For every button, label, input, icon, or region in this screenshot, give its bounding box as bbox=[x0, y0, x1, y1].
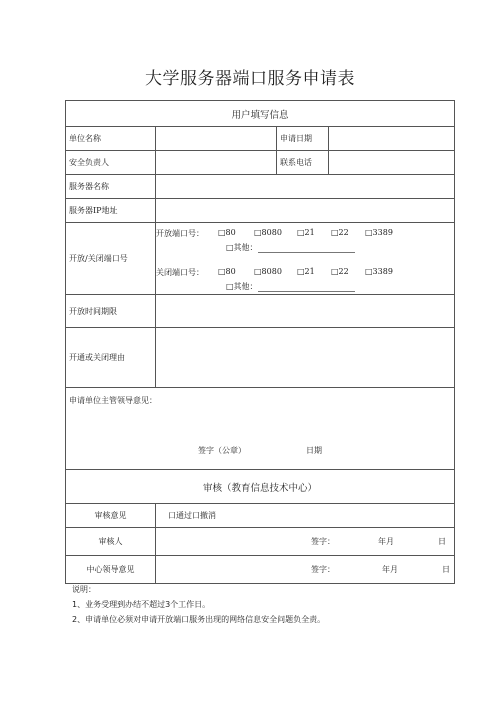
contact-phone-label: 联系电话 bbox=[277, 151, 329, 175]
security-owner-field[interactable] bbox=[156, 151, 277, 175]
close-port-3389[interactable]: □3389 bbox=[365, 267, 393, 276]
center-leader-sign-box[interactable] bbox=[156, 556, 455, 584]
close-port-80[interactable]: □80 bbox=[218, 267, 236, 276]
port-options bbox=[156, 223, 455, 295]
section-user-info: 用户填写信息 bbox=[66, 101, 455, 127]
unit-name-label: 单位名称 bbox=[66, 127, 156, 151]
port-toggle-label: 开放/关闭端口号 bbox=[66, 223, 156, 295]
review-opinion-label: 审核意见 bbox=[66, 504, 156, 528]
contact-phone-field[interactable] bbox=[329, 151, 455, 175]
center-leader-label: 中心领导意见 bbox=[66, 556, 156, 584]
reviewer-month-label: 年月 bbox=[378, 537, 394, 546]
open-port-21[interactable]: □21 bbox=[297, 228, 315, 237]
center-month-label: 年月 bbox=[382, 565, 398, 574]
leader-opinion-box[interactable] bbox=[66, 388, 455, 470]
leader-opinion-label: 申请单位主管领导意见： bbox=[69, 396, 157, 405]
unit-name-field[interactable] bbox=[156, 127, 277, 151]
leader-date-label: 日期 bbox=[306, 446, 322, 455]
open-port-3389[interactable]: □3389 bbox=[365, 228, 393, 237]
close-port-21[interactable]: □21 bbox=[297, 267, 315, 276]
server-ip-label: 服务器IP地址 bbox=[66, 199, 156, 223]
close-ports-label: 关闭端口号： bbox=[156, 268, 204, 277]
server-name-field[interactable] bbox=[156, 175, 455, 199]
open-port-8080[interactable]: □8080 bbox=[254, 228, 282, 237]
note-item-2: 2、申请单位必须对申请开放端口服务出现的网络信息安全问题负全责。 bbox=[72, 615, 326, 624]
note-item-1: 1、业务受理到办结不超过3个工作日。 bbox=[72, 600, 211, 609]
open-other-label: □其他： bbox=[226, 243, 258, 252]
open-port-80[interactable]: □80 bbox=[218, 228, 236, 237]
form-title: 大学服务器端口服务申请表 bbox=[145, 69, 355, 89]
notes bbox=[72, 582, 325, 627]
server-ip-field[interactable] bbox=[156, 199, 455, 223]
reviewer-sign-box[interactable] bbox=[156, 528, 455, 556]
open-port-other[interactable] bbox=[226, 242, 355, 253]
reason-field[interactable] bbox=[156, 328, 455, 388]
reviewer-sign-label: 签字： bbox=[311, 537, 335, 546]
leader-sign-label: 签字（公章） bbox=[198, 446, 246, 455]
review-opinion-options[interactable]: 口通过口撤消 bbox=[156, 504, 455, 528]
reason-label: 开通或关闭理由 bbox=[66, 328, 156, 388]
close-port-other[interactable] bbox=[226, 281, 355, 292]
open-port-22[interactable]: □22 bbox=[331, 228, 349, 237]
section-review: 审核（教育信息技术中心） bbox=[66, 470, 455, 504]
open-time-label: 开放时间期限 bbox=[66, 295, 156, 328]
server-name-label: 服务器名称 bbox=[66, 175, 156, 199]
center-sign-label: 签字： bbox=[311, 565, 335, 574]
close-other-line bbox=[258, 283, 355, 292]
apply-date-field[interactable] bbox=[329, 127, 455, 151]
open-time-field[interactable] bbox=[156, 295, 455, 328]
close-port-22[interactable]: □22 bbox=[331, 267, 349, 276]
reviewer-day-label: 日 bbox=[438, 537, 446, 546]
close-port-8080[interactable]: □8080 bbox=[254, 267, 282, 276]
security-owner-label: 安全负责人 bbox=[66, 151, 156, 175]
reviewer-label: 审核人 bbox=[66, 528, 156, 556]
open-ports-label: 开放端口号： bbox=[156, 229, 204, 238]
open-other-line bbox=[258, 244, 355, 253]
apply-date-label: 申请日期 bbox=[277, 127, 329, 151]
application-form bbox=[65, 100, 455, 584]
center-day-label: 日 bbox=[442, 565, 450, 574]
close-other-label: □其他： bbox=[226, 282, 258, 291]
notes-heading: 说明： bbox=[72, 585, 96, 594]
